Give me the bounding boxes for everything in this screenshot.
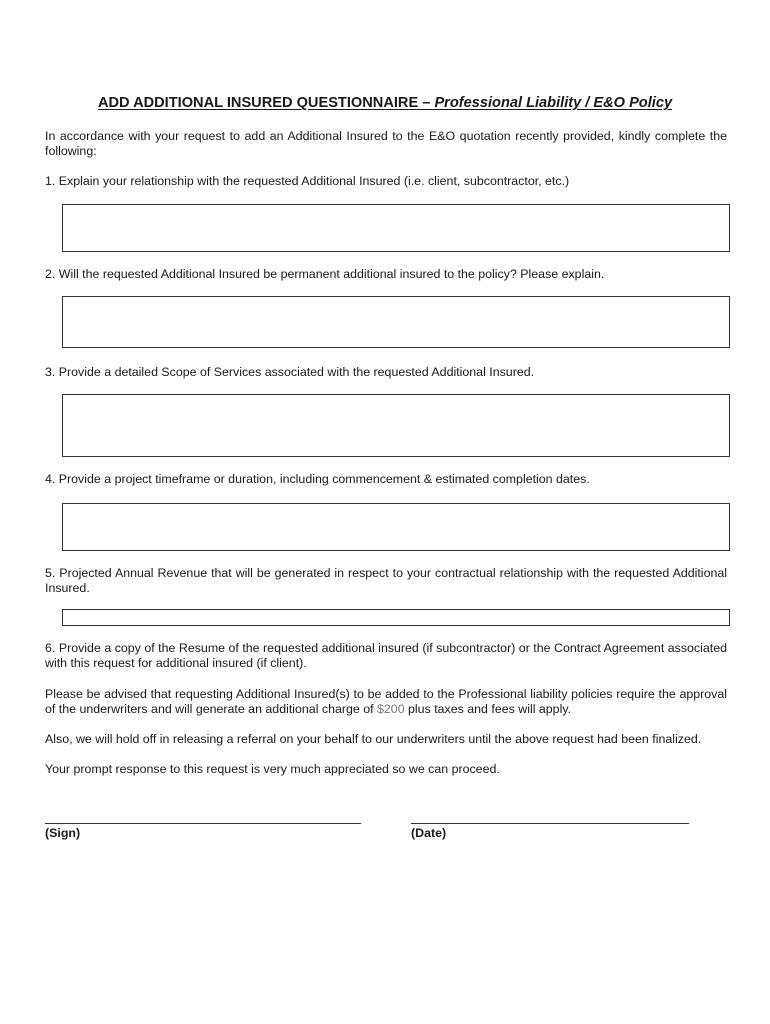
intro-paragraph: In accordance with your request to add an Additional Insured to the E&O quotation recently provided, kindly complete the following:	[45, 129, 727, 159]
title-sub: Professional Liability / E&O Policy	[434, 95, 673, 111]
question-6: 6. Provide a copy of the Resume of the requested additional insured (if subcontractor) or the Contract Agreement associated with this request for additional insured (if client).	[45, 641, 727, 671]
date-label: (Date)	[411, 826, 447, 840]
hold-off-paragraph: Also, we will hold off in releasing a referral on your behalf to our underwriters until the above request had been finalized.	[45, 732, 702, 746]
question-4: 4. Provide a project timeframe or duration, including commencement & estimated completion dates.	[45, 472, 590, 486]
answer-box-3[interactable]	[62, 394, 730, 457]
advisory-text-before: Please be advised that requesting Additional Insured(s) to be added to the Professional liability policies require the approval of the underwriters and will generate an additional charge of	[45, 687, 727, 717]
question-5: 5. Projected Annual Revenue that will be generated in respect to your contractual relationship with the requested Additional Insured.	[45, 566, 727, 596]
question-2: 2. Will the requested Additional Insured be permanent additional insured to the policy? Please explain.	[45, 267, 605, 281]
advisory-fee: $200	[377, 702, 405, 717]
advisory-paragraph	[45, 687, 727, 718]
advisory-text-after: plus taxes and fees will apply.	[404, 702, 572, 717]
document-title	[0, 94, 770, 112]
title-main: ADD ADDITIONAL INSURED QUESTIONNAIRE –	[97, 95, 435, 111]
answer-box-1[interactable]	[62, 204, 730, 252]
sign-label: (Sign)	[45, 826, 81, 840]
closing-paragraph: Your prompt response to this request is very much appreciated so we can proceed.	[45, 762, 500, 776]
answer-box-2[interactable]	[62, 296, 730, 348]
answer-box-5[interactable]	[62, 609, 730, 626]
sign-line[interactable]	[45, 823, 361, 824]
question-3: 3. Provide a detailed Scope of Services associated with the requested Additional Insured.	[45, 365, 535, 379]
answer-box-4[interactable]	[62, 503, 730, 551]
question-1: 1. Explain your relationship with the requested Additional Insured (i.e. client, subcontractor, etc.)	[45, 174, 570, 188]
date-line[interactable]	[411, 823, 689, 824]
